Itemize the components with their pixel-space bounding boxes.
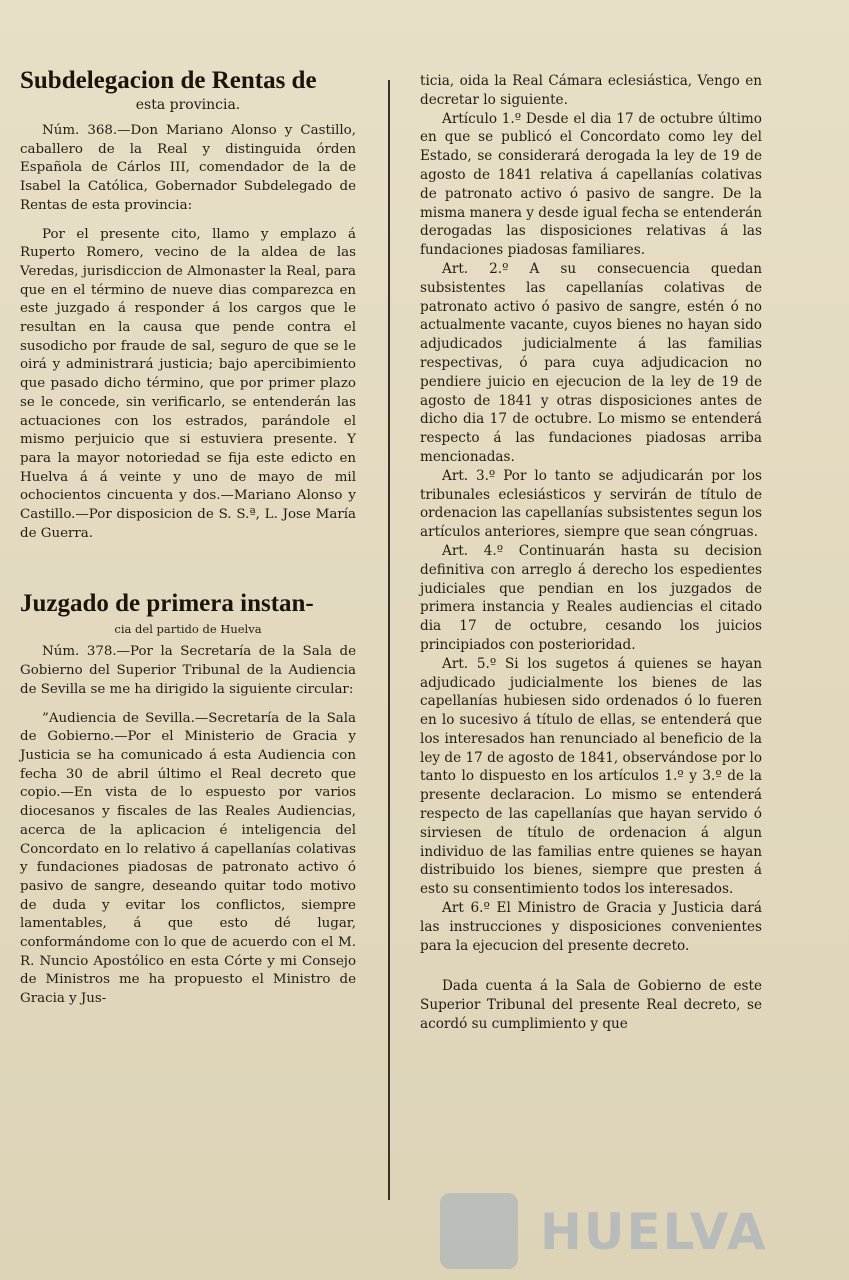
article-2: Art. 2.º A su consecuencia quedan subsistentes las capellanías colativas de patronato activo ó pasivo de sangre, estén ó no actualmente vacante, cuyos bienes no hayan sido adjudicados judicialmente á las familias respectivas, ó para cuya adjudicacion no pendiere juicio en ejecucion de la ley de 19 de agosto de 1841 y otras disposiciones antes de dicho dia 17 de octubre. Lo mismo se entenderá respecto á las fundaciones piadosas arriba mencionadas. xyxy=(420,260,762,465)
watermark-text: HUELVA xyxy=(540,1203,768,1261)
circular-text: ”Audiencia de Sevilla.—Secretaría de la Sala de Gobierno.—Por el Ministerio de Gracia y Justicia se ha comunicado á esta Audiencia con fecha 30 de abril último el Real decreto que copio.—En vista de lo espuesto por varios diocesanos y fiscales de las Reales Audiencias, acerca de la aplicacion é inteligencia del Concordato en lo relativo á capellanías colativas y fundaciones piadosas de patronato activo ó pasivo de sangre, deseando quitar todo motivo de duda y evitar los conflictos, siempre lamentables, á que esto dé lugar, conformándome con lo que de acuerdo con el M. R. Nuncio Apostólico en esta Córte y mi Consejo de Ministros me ha propuesto el Ministro de Gracia y Jus- xyxy=(20,710,356,1007)
column-divider xyxy=(388,80,390,1200)
section-title-juzgado: Juzgado de primera instan- xyxy=(20,590,314,618)
left-column xyxy=(20,66,356,1009)
article-3: Art. 3.º Por lo tanto se adjudicarán por los tribunales eclesiásticos y servirán de título de ordenacion las capellanías subsistentes segun los artículos anteriores, siempre que sean cóngruas. xyxy=(420,467,762,541)
watermark-huelva-logo xyxy=(440,1185,780,1275)
section-subtitle-rentas: esta provincia. xyxy=(135,97,241,113)
article-4: Art. 4.º Continuarán hasta su decision definitiva con arreglo á derecho los espedientes judiciales que pendian en los juzgados de primera instancia y Reales audiencias el citado dia 17 de octubre, cesando los juicios principiados con posterioridad. xyxy=(420,542,762,653)
decree-continuation: ticia, oida la Real Cámara eclesiástica, Vengo en decretar lo siguiente. xyxy=(420,73,762,108)
dada-cuenta-paragraph: Dada cuenta á la Sala de Gobierno de este Superior Tribunal del presente Real decreto, se acordó su cumplimiento y que xyxy=(420,978,762,1033)
notice-378-header: Núm. 378.—Por la Secretaría de la Sala de Gobierno del Superior Tribunal de la Audiencia de Sevilla se me ha dirigido la siguiente circular: xyxy=(20,644,356,697)
article-1: Artículo 1.º Desde el dia 17 de octubre último en que se publicó el Concordato como ley del Estado, se considerará derogada la ley de 19 de agosto de 1841 relativa á capellanías colativas de patronato activo ó pasivo de sangre. De la misma manera y desde igual fecha se entenderán derogadas las disposiciones relativas á las fundaciones piadosas familiares. xyxy=(420,110,762,259)
notice-368-body: Por el presente cito, llamo y emplazo á Ruperto Romero, vecino de la aldea de las Veredas, jurisdiccion de Almonaster la Real, para que en el término de nueve dias comparezca en este juzgado á responder á los cargos que le resultan en la causa que pende contra el susodicho por fraude de sal, seguro de que se le oirá y administrará justicia; bajo apercibimiento que pasado dicho término, que por primer plazo se le concede, sin verificarlo, se entenderán las actuaciones con los estrados, parándole el mismo perjuicio que si estuviera presente. Y para la mayor notoriedad se fija este edicto en Huelva á á veinte y uno de mayo de mil ochocientos cincuenta y dos.—Mariano Alonso y Castillo.—Por disposicion de S. S.ª, L. Jose María de Guerra. xyxy=(20,226,356,541)
right-column xyxy=(420,72,762,1034)
article-6: Art 6.º El Ministro de Gracia y Justicia dará las instrucciones y disposiciones convenientes para la ejecucion del presente decreto. xyxy=(420,900,762,954)
section-title-rentas: Subdelegacion de Rentas de xyxy=(20,67,317,94)
article-5: Art. 5.º Si los sugetos á quienes se hayan adjudicado judicialmente los bienes de las capellanías hubiesen sido ordenados ó lo fueren en lo sucesivo á título de ellas, se entenderá que los interesados han renunciado al beneficio de la ley de 17 de agosto de 1841, observándose por lo tanto lo dispuesto en los artículos 1.º y 3.º de la presente declaracion. Lo mismo se entenderá respecto de las capellanías que hayan servido ó sirviesen de título de ordenacion á algun individuo de las familias entre quienes se hayan distribuido los bienes, siempre que presten á esto su consentimiento todos los interesados. xyxy=(420,655,762,898)
shield-icon xyxy=(440,1193,518,1269)
section-subtitle-juzgado: cia del partido de Huelva xyxy=(114,622,262,637)
notice-368-header: Núm. 368.—Don Mariano Alonso y Castillo, caballero de la Real y distinguida órden Española de Cárlos III, comendador de la de Isabel la Católica, Gobernador Subdelegado de Rentas de esta provincia: xyxy=(20,123,356,213)
